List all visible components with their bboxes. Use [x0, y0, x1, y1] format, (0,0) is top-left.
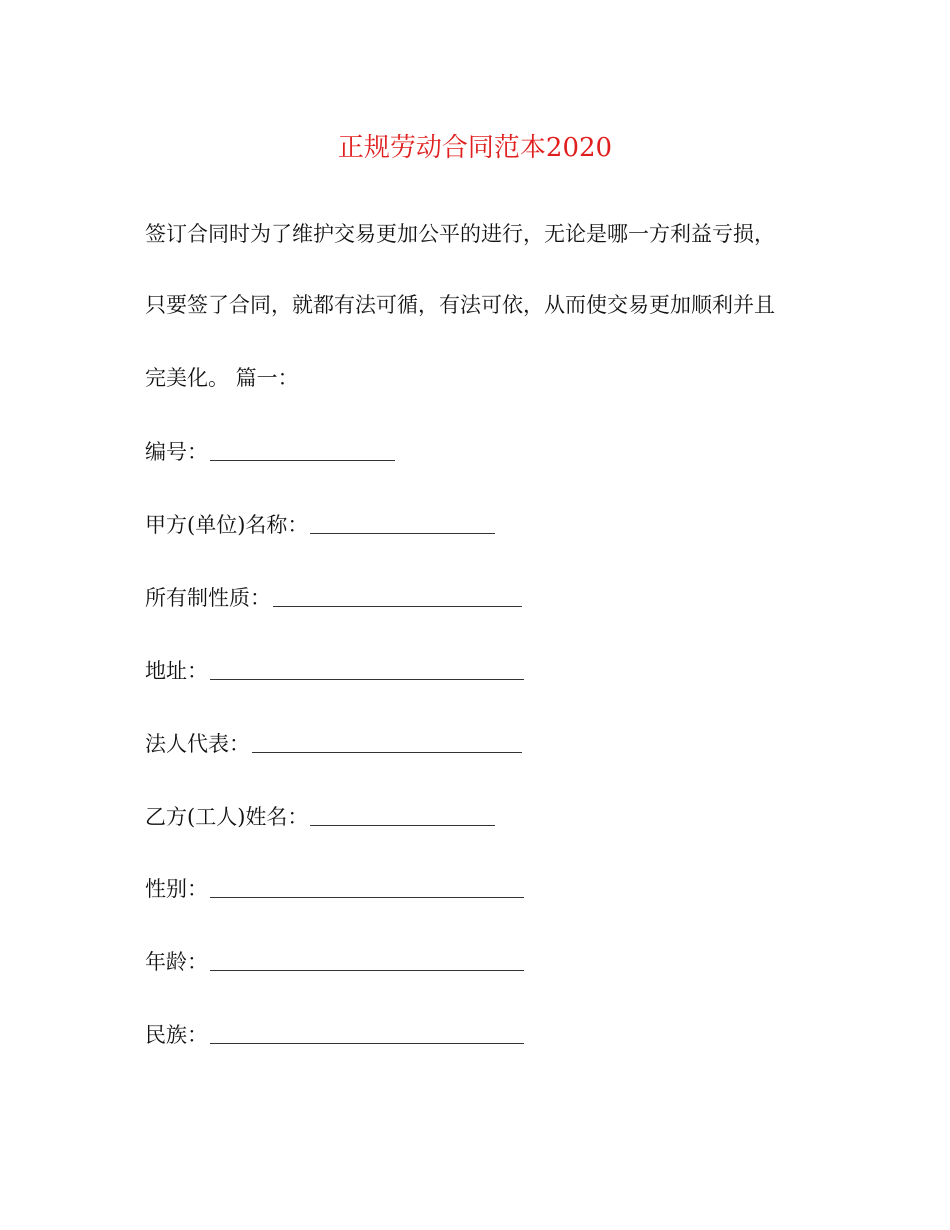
- field-label: 性别：: [145, 877, 208, 901]
- field-label: 地址：: [145, 659, 208, 683]
- intro-line-3: 完美化。 篇一：: [145, 366, 299, 390]
- field-label: 法人代表：: [145, 732, 250, 756]
- document-title: 正规劳动合同范本2020: [337, 133, 613, 163]
- field-ownership-type: [145, 582, 522, 613]
- field-label: 乙方(工人)姓名：: [145, 805, 309, 829]
- field-party-b-name: [145, 801, 495, 832]
- field-address: [145, 655, 524, 686]
- field-party-a-name: [145, 509, 495, 540]
- field-legal-representative: [145, 728, 522, 759]
- field-label: 所有制性质：: [145, 586, 271, 610]
- blank-line[interactable]: [210, 438, 395, 461]
- field-label: 年龄：: [145, 950, 208, 974]
- field-ethnicity: [145, 1019, 524, 1050]
- blank-line[interactable]: [273, 584, 522, 607]
- field-age: [145, 946, 524, 977]
- blank-line[interactable]: [210, 1021, 524, 1044]
- intro-line-1: 签订合同时为了维护交易更加公平的进行，无论是哪一方利益亏损，: [145, 222, 775, 246]
- intro-line-2: 只要签了合同，就都有法可循，有法可依，从而使交易更加顺利并且: [145, 293, 775, 317]
- field-label: 甲方(单位)名称：: [145, 513, 309, 537]
- blank-line[interactable]: [210, 948, 524, 971]
- field-label: 编号：: [145, 440, 208, 464]
- blank-line[interactable]: [310, 803, 495, 826]
- field-serial-number: [145, 436, 395, 467]
- blank-line[interactable]: [310, 511, 495, 534]
- field-gender: [145, 873, 524, 904]
- blank-line[interactable]: [210, 657, 524, 680]
- blank-line[interactable]: [210, 875, 524, 898]
- field-label: 民族：: [145, 1023, 208, 1047]
- blank-line[interactable]: [252, 730, 522, 753]
